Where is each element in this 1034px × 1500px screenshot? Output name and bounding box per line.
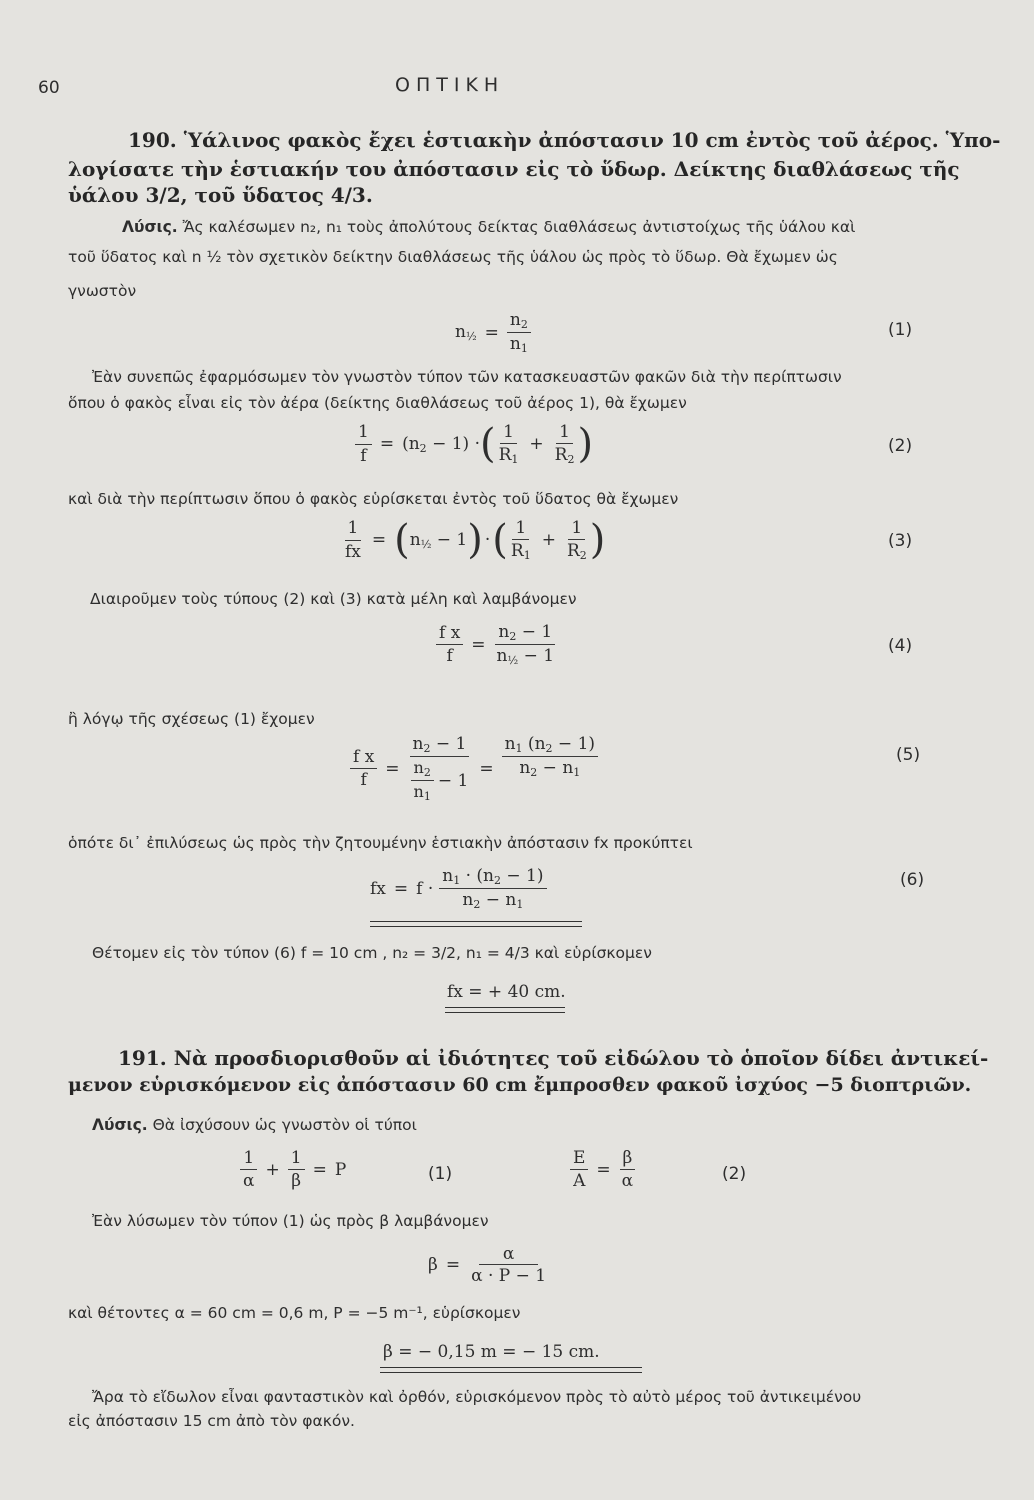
- result-190-underline-2: [445, 1012, 565, 1013]
- solution-190-line-2: τοῦ ὕδατος καὶ n ½ τὸν σχετικὸν δείκτην διαθλάσεως τῆς ὑάλου ὡς πρὸς τὸ ὕδωρ. Θὰ ἔχωμεν ὡς: [68, 248, 838, 266]
- text-solve: ὁπότε δι᾿ ἐπιλύσεως ὡς πρὸς τὴν ζητουμένην ἑστιακὴν ἀπόστασιν fx προκύπτει: [68, 834, 693, 852]
- problem-191-line-2: μενον εὑρισκόμενον εἰς ἀπόστασιν 60 cm ἔμπροσθεν φακοῦ ἰσχύος −5 διοπτριῶν.: [68, 1074, 972, 1096]
- equation-191-1: $\frac{1}{\alpha}$ + $\frac{1}{\beta}$ = P: [240, 1148, 346, 1192]
- text-lensmaker-2: ὅπου ὁ φακὸς εἶναι εἰς τὸν ἀέρα (δείκτης διαθλάσεως τοῦ ἀέρος 1), θὰ ἔχωμεν: [68, 394, 687, 412]
- running-title: ΟΠΤΙΚΗ: [395, 74, 505, 96]
- problem-190-line-3: ὑάλου 3/2, τοῦ ὕδατος 4/3.: [68, 183, 373, 207]
- text-water-case: καὶ διὰ τὴν περίπτωσιν ὅπου ὁ φακὸς εὑρίσκεται ἐντὸς τοῦ ὕδατος θὰ ἔχωμεν: [68, 490, 679, 508]
- equation-4: $\frac{\text{f x}}{f}$ = $\frac{n_2 - 1}{n_{\frac{1}{2}} - 1}$: [436, 622, 557, 667]
- problem-190-number: 190.: [128, 128, 177, 152]
- page-number: 60: [38, 78, 60, 98]
- solution-190-line-3: γνωστὸν: [68, 282, 137, 300]
- equation-6-label: (6): [900, 870, 925, 890]
- equation-6-underline-1: [370, 921, 582, 922]
- text-divide: Διαιροῦμεν τοὺς τύπους (2) καὶ (3) κατὰ μέλη καὶ λαμβάνομεν: [90, 590, 577, 608]
- equation-5: $\frac{\text{f x}}{f}$ = $n_2 - 1$ $\frac{n_2}{n_1}$ − 1 = $\frac{n_1 (n_2 - 1)}{n_2 - n_1}$: [350, 734, 598, 804]
- result-190: fx = + 40 cm.: [447, 982, 566, 1002]
- equation-6-underline-2: [370, 926, 582, 927]
- equation-beta: β = $\frac{\alpha}{\alpha \cdot P - 1}$: [428, 1244, 547, 1287]
- problem-190-line-1: 190. Ὑάλινος φακὸς ἔχει ἑστιακὴν ἀπόστασιν 10 cm ἐντὸς τοῦ ἀέρος. Ὑπο-: [128, 128, 1001, 152]
- equation-191-2: $\frac{E}{A}$ = $\frac{\beta}{\alpha}$: [570, 1148, 636, 1192]
- text-lensmaker-1: Ἐὰν συνεπῶς ἐφαρμόσωμεν τὸν γνωστὸν τύπον τῶν κατασκευαστῶν φακῶν διὰ τὴν περίπτωσιν: [92, 368, 842, 386]
- result-191-underline-2: [380, 1372, 642, 1373]
- equation-1-label: (1): [888, 320, 913, 340]
- text-solve-beta: Ἐὰν λύσωμεν τὸν τύπον (1) ὡς πρὸς β λαμβάνομεν: [92, 1212, 489, 1230]
- text-by-relation: ἢ λόγῳ τῆς σχέσεως (1) ἔχομεν: [68, 710, 315, 728]
- result-191-underline-1: [380, 1367, 642, 1368]
- problem-190-line-2: λογίσατε τὴν ἑστιακήν του ἀπόστασιν εἰς τὸ ὕδωρ. Δείκτης διαθλάσεως τῆς: [68, 157, 960, 181]
- equation-5-label: (5): [896, 745, 921, 765]
- problem-191-line-1: 191. Νὰ προσδιορισθοῦν αἱ ἰδιότητες τοῦ εἰδώλου τὸ ὁποῖον δίδει ἀντικεί-: [118, 1046, 989, 1070]
- result-190-underline-1: [445, 1007, 565, 1008]
- result-191: β = − 0,15 m = − 15 cm.: [383, 1342, 600, 1362]
- solution-190-line-1: Λύσις. Ἄς καλέσωμεν n₂, n₁ τοὺς ἀπολύτους δείκτας διαθλάσεως ἀντιστοίχως τῆς ὑάλου καὶ: [122, 218, 856, 236]
- equation-3: $\frac{1}{fx}$ = ( $n_{\frac{1}{2}} - 1$ ) · ( $\frac{1}{R_1}$ + $\frac{1}{R_2}$ ): [345, 517, 606, 564]
- equation-191-2-label: (2): [722, 1164, 747, 1184]
- equation-3-label: (3): [888, 531, 913, 551]
- equation-4-label: (4): [888, 636, 913, 656]
- equation-2: $\frac{1}{f}$ = $(n_2 - 1)$ · ( $\frac{1}{R_1}$ + $\frac{1}{R_2}$ ): [355, 422, 593, 467]
- conclusion-line-1: Ἄρα τὸ εἴδωλον εἶναι φανταστικὸν καὶ ὀρθόν, εὑρισκόμενον πρὸς τὸ αὐτὸ μέρος τοῦ ἀντικειμένου: [92, 1388, 862, 1406]
- text-substitute-191: καὶ θέτοντες α = 60 cm = 0,6 m, P = −5 m⁻¹, εὑρίσκομεν: [68, 1304, 521, 1322]
- solution-191-line-1: Λύσις. Θὰ ἰσχύσουν ὡς γνωστὸν οἱ τύποι: [92, 1116, 417, 1134]
- conclusion-line-2: εἰς ἀπόστασιν 15 cm ἀπὸ τὸν φακόν.: [68, 1412, 355, 1430]
- equation-1: $n_{\frac{1}{2}}$ = $\frac{n_2}{n_1}$: [455, 310, 531, 355]
- equation-2-label: (2): [888, 436, 913, 456]
- text-substitute: Θέτομεν εἰς τὸν τύπον (6) f = 10 cm , n₂ = 3/2, n₁ = 4/3 καὶ εὑρίσκομεν: [92, 944, 652, 962]
- equation-191-1-label: (1): [428, 1164, 453, 1184]
- problem-191-number: 191.: [118, 1046, 167, 1070]
- equation-6: fx = f · $\frac{n_1 \cdot (n_2 - 1)}{n_2 - n_1}$: [370, 866, 547, 911]
